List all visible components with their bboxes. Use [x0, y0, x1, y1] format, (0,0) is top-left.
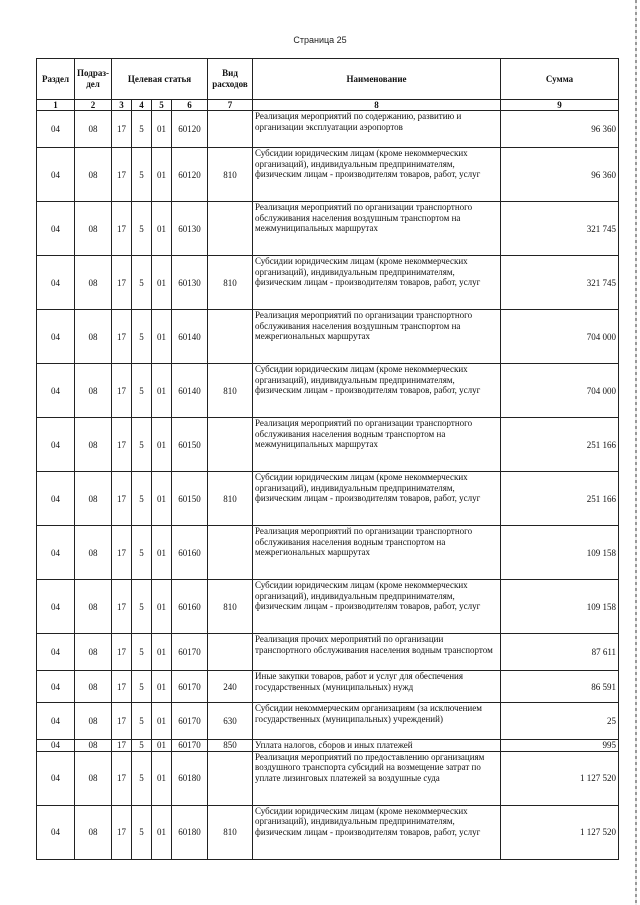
- header-summa: Сумма: [501, 59, 619, 100]
- cell-summa: 87 611: [501, 634, 619, 671]
- cell-subprogram: 5: [132, 111, 152, 148]
- cell-naimenovanie: Реализация мероприятий по организации транспортного обслуживания населения воздушным транспортом на межрегиональных маршрутах: [253, 310, 501, 364]
- cell-razdel: 04: [37, 418, 75, 472]
- cell-podrazdel: 08: [75, 256, 112, 310]
- cell-razdel: 04: [37, 526, 75, 580]
- cell-program: 17: [112, 202, 132, 256]
- cell-summa: 96 360: [501, 111, 619, 148]
- column-number: 5: [152, 100, 172, 111]
- cell-event: 01: [152, 526, 172, 580]
- cell-code: 60150: [172, 418, 208, 472]
- cell-summa: 96 360: [501, 148, 619, 202]
- cell-vid-raskhodov: 810: [208, 805, 253, 859]
- table-row: [37, 634, 619, 671]
- cell-code: 60130: [172, 202, 208, 256]
- cell-program: 17: [112, 671, 132, 703]
- cell-vid-raskhodov: [208, 418, 253, 472]
- cell-razdel: 04: [37, 805, 75, 859]
- table-row: [37, 703, 619, 740]
- table-row: [37, 740, 619, 752]
- scan-edge: [635, 0, 637, 905]
- cell-code: 60120: [172, 111, 208, 148]
- cell-code: 60170: [172, 703, 208, 740]
- cell-razdel: 04: [37, 634, 75, 671]
- cell-podrazdel: 08: [75, 634, 112, 671]
- cell-podrazdel: 08: [75, 805, 112, 859]
- cell-event: 01: [152, 148, 172, 202]
- cell-razdel: 04: [37, 580, 75, 634]
- table-row: [37, 111, 619, 148]
- column-number: 3: [112, 100, 132, 111]
- cell-summa: 86 591: [501, 671, 619, 703]
- cell-naimenovanie: Субсидии юридическим лицам (кроме некоммерческих организаций), индивидуальным предпринимателям, физическим лицам - производителям товаров, работ, услуг: [253, 364, 501, 418]
- cell-vid-raskhodov: 630: [208, 703, 253, 740]
- cell-naimenovanie: Субсидии некоммерческим организациям (за исключением государственных (муниципальных) учреждений): [253, 703, 501, 740]
- cell-naimenovanie: Реализация мероприятий по организации транспортного обслуживания населения воздушным транспортом на межмуниципальных маршрутах: [253, 202, 501, 256]
- table-row: [37, 310, 619, 364]
- cell-summa: 704 000: [501, 310, 619, 364]
- cell-razdel: 04: [37, 256, 75, 310]
- cell-program: 17: [112, 703, 132, 740]
- header-razdel: Раздел: [37, 59, 75, 100]
- table-row: [37, 805, 619, 859]
- column-number: 9: [501, 100, 619, 111]
- cell-code: 60120: [172, 148, 208, 202]
- cell-summa: 251 166: [501, 418, 619, 472]
- cell-program: 17: [112, 526, 132, 580]
- cell-event: 01: [152, 671, 172, 703]
- cell-vid-raskhodov: [208, 111, 253, 148]
- table-row: [37, 256, 619, 310]
- cell-code: 60170: [172, 634, 208, 671]
- table-row: [37, 472, 619, 526]
- budget-table: [36, 58, 619, 860]
- cell-naimenovanie: Реализация мероприятий по организации транспортного обслуживания населения водным транспортом на межмуниципальных маршрутах: [253, 418, 501, 472]
- cell-program: 17: [112, 740, 132, 752]
- cell-program: 17: [112, 580, 132, 634]
- cell-program: 17: [112, 472, 132, 526]
- cell-podrazdel: 08: [75, 526, 112, 580]
- cell-podrazdel: 08: [75, 111, 112, 148]
- column-number: 8: [253, 100, 501, 111]
- cell-subprogram: 5: [132, 580, 152, 634]
- cell-event: 01: [152, 202, 172, 256]
- cell-razdel: 04: [37, 111, 75, 148]
- cell-podrazdel: 08: [75, 740, 112, 752]
- cell-code: 60150: [172, 472, 208, 526]
- header-celevaya-statya: Целевая статья: [112, 59, 208, 100]
- page-label: Страница 25: [293, 35, 347, 45]
- cell-event: 01: [152, 310, 172, 364]
- cell-code: 60180: [172, 805, 208, 859]
- column-number: 2: [75, 100, 112, 111]
- cell-program: 17: [112, 634, 132, 671]
- cell-podrazdel: 08: [75, 703, 112, 740]
- cell-razdel: 04: [37, 751, 75, 805]
- cell-naimenovanie: Реализация мероприятий по организации транспортного обслуживания населения водным транспортом на межрегиональных маршрутах: [253, 526, 501, 580]
- table-row: [37, 202, 619, 256]
- cell-program: 17: [112, 256, 132, 310]
- cell-subprogram: 5: [132, 671, 152, 703]
- cell-vid-raskhodov: [208, 310, 253, 364]
- cell-vid-raskhodov: [208, 202, 253, 256]
- cell-podrazdel: 08: [75, 671, 112, 703]
- cell-podrazdel: 08: [75, 580, 112, 634]
- cell-vid-raskhodov: [208, 751, 253, 805]
- cell-event: 01: [152, 418, 172, 472]
- table-row: [37, 418, 619, 472]
- cell-naimenovanie: Уплата налогов, сборов и иных платежей: [253, 740, 501, 752]
- cell-naimenovanie: Реализация прочих мероприятий по организации транспортного обслуживания населения водным транспортом: [253, 634, 501, 671]
- cell-podrazdel: 08: [75, 202, 112, 256]
- cell-event: 01: [152, 805, 172, 859]
- cell-summa: 704 000: [501, 364, 619, 418]
- cell-vid-raskhodov: 810: [208, 256, 253, 310]
- column-number: 1: [37, 100, 75, 111]
- cell-vid-raskhodov: 810: [208, 472, 253, 526]
- cell-naimenovanie: Реализация мероприятий по содержанию, развитию и организации эксплуатации аэропортов: [253, 111, 501, 148]
- table-row: [37, 671, 619, 703]
- cell-summa: 109 158: [501, 526, 619, 580]
- cell-subprogram: 5: [132, 740, 152, 752]
- cell-subprogram: 5: [132, 472, 152, 526]
- cell-subprogram: 5: [132, 364, 152, 418]
- cell-code: 60170: [172, 671, 208, 703]
- cell-subprogram: 5: [132, 202, 152, 256]
- cell-naimenovanie: Субсидии юридическим лицам (кроме некоммерческих организаций), индивидуальным предпринимателям, физическим лицам - производителям товаров, работ, услуг: [253, 256, 501, 310]
- cell-podrazdel: 08: [75, 364, 112, 418]
- cell-code: 60160: [172, 526, 208, 580]
- cell-event: 01: [152, 751, 172, 805]
- cell-code: 60140: [172, 310, 208, 364]
- cell-subprogram: 5: [132, 751, 152, 805]
- cell-subprogram: 5: [132, 310, 152, 364]
- cell-summa: 109 158: [501, 580, 619, 634]
- cell-summa: 1 127 520: [501, 751, 619, 805]
- table-row: [37, 580, 619, 634]
- cell-razdel: 04: [37, 703, 75, 740]
- cell-summa: 321 745: [501, 202, 619, 256]
- cell-event: 01: [152, 364, 172, 418]
- cell-razdel: 04: [37, 364, 75, 418]
- table-row: [37, 526, 619, 580]
- cell-razdel: 04: [37, 472, 75, 526]
- cell-naimenovanie: Субсидии юридическим лицам (кроме некоммерческих организаций), индивидуальным предпринимателям, физическим лицам - производителям товаров, работ, услуг: [253, 580, 501, 634]
- cell-naimenovanie: Реализация мероприятий по предоставлению организациям воздушного транспорта субсидий на возмещение затрат по уплате лизинговых платежей за воздушные суда: [253, 751, 501, 805]
- cell-code: 60130: [172, 256, 208, 310]
- cell-subprogram: 5: [132, 256, 152, 310]
- cell-code: 60170: [172, 740, 208, 752]
- cell-naimenovanie: Субсидии юридическим лицам (кроме некоммерческих организаций), индивидуальным предпринимателям, физическим лицам - производителям товаров, работ, услуг: [253, 148, 501, 202]
- cell-summa: 251 166: [501, 472, 619, 526]
- cell-subprogram: 5: [132, 634, 152, 671]
- cell-vid-raskhodov: [208, 526, 253, 580]
- cell-program: 17: [112, 111, 132, 148]
- cell-podrazdel: 08: [75, 418, 112, 472]
- cell-code: 60140: [172, 364, 208, 418]
- cell-event: 01: [152, 256, 172, 310]
- column-number: 6: [172, 100, 208, 111]
- cell-summa: 995: [501, 740, 619, 752]
- column-number: 7: [208, 100, 253, 111]
- cell-vid-raskhodov: 810: [208, 148, 253, 202]
- cell-vid-raskhodov: 850: [208, 740, 253, 752]
- cell-podrazdel: 08: [75, 310, 112, 364]
- cell-razdel: 04: [37, 671, 75, 703]
- cell-podrazdel: 08: [75, 472, 112, 526]
- header-naimenovanie: Наименование: [253, 59, 501, 100]
- cell-subprogram: 5: [132, 148, 152, 202]
- cell-razdel: 04: [37, 202, 75, 256]
- header-vid-raskhodov: Вид расходов: [208, 59, 253, 100]
- cell-subprogram: 5: [132, 805, 152, 859]
- cell-event: 01: [152, 703, 172, 740]
- cell-razdel: 04: [37, 148, 75, 202]
- table-row: [37, 148, 619, 202]
- cell-subprogram: 5: [132, 418, 152, 472]
- cell-naimenovanie: Субсидии юридическим лицам (кроме некоммерческих организаций), индивидуальным предпринимателям, физическим лицам - производителям товаров, работ, услуг: [253, 472, 501, 526]
- cell-summa: 25: [501, 703, 619, 740]
- cell-razdel: 04: [37, 740, 75, 752]
- cell-program: 17: [112, 805, 132, 859]
- table-row: [37, 751, 619, 805]
- column-number: 4: [132, 100, 152, 111]
- cell-subprogram: 5: [132, 526, 152, 580]
- cell-event: 01: [152, 634, 172, 671]
- cell-event: 01: [152, 472, 172, 526]
- cell-program: 17: [112, 364, 132, 418]
- cell-program: 17: [112, 751, 132, 805]
- cell-summa: 1 127 520: [501, 805, 619, 859]
- cell-vid-raskhodov: 810: [208, 364, 253, 418]
- cell-summa: 321 745: [501, 256, 619, 310]
- cell-vid-raskhodov: 240: [208, 671, 253, 703]
- cell-code: 60180: [172, 751, 208, 805]
- cell-razdel: 04: [37, 310, 75, 364]
- cell-program: 17: [112, 418, 132, 472]
- header-podrazdel: Подраз-дел: [75, 59, 112, 100]
- cell-podrazdel: 08: [75, 751, 112, 805]
- cell-naimenovanie: Иные закупки товаров, работ и услуг для обеспечения государственных (муниципальных) нужд: [253, 671, 501, 703]
- cell-vid-raskhodov: 810: [208, 580, 253, 634]
- table-row: [37, 364, 619, 418]
- cell-program: 17: [112, 310, 132, 364]
- cell-code: 60160: [172, 580, 208, 634]
- cell-event: 01: [152, 740, 172, 752]
- cell-vid-raskhodov: [208, 634, 253, 671]
- cell-event: 01: [152, 111, 172, 148]
- cell-naimenovanie: Субсидии юридическим лицам (кроме некоммерческих организаций), индивидуальным предпринимателям, физическим лицам - производителям товаров, работ, услуг: [253, 805, 501, 859]
- cell-podrazdel: 08: [75, 148, 112, 202]
- cell-program: 17: [112, 148, 132, 202]
- cell-subprogram: 5: [132, 703, 152, 740]
- cell-event: 01: [152, 580, 172, 634]
